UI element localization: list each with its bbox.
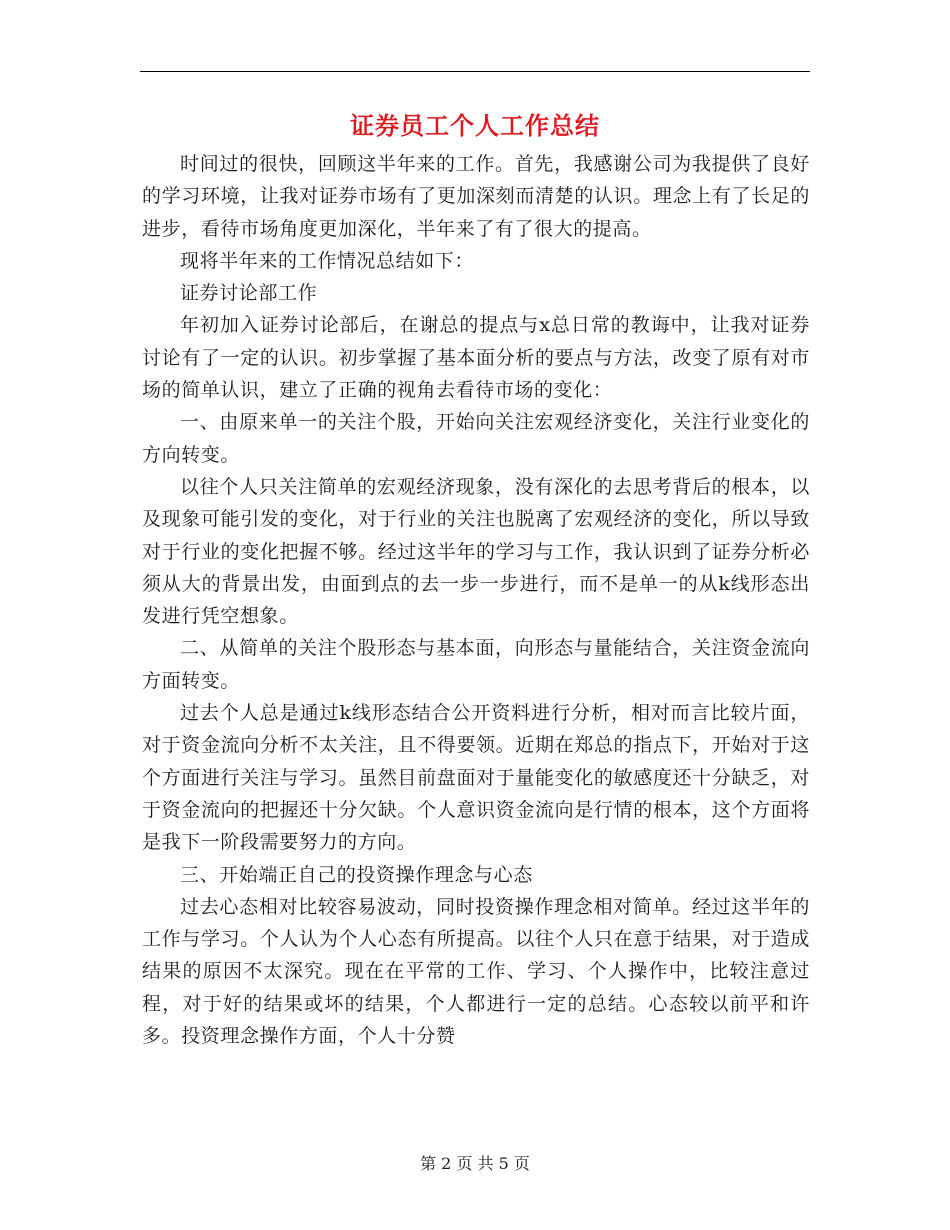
body-paragraph: 现将半年来的工作情况总结如下：: [180, 249, 475, 272]
document-body: [142, 148, 810, 1052]
page-number: 第 2 页 共 5 页: [420, 1154, 530, 1173]
body-paragraph: 年初加入证券讨论部后，在谢总的提点与x总日常的教诲中，让我对证券讨论有了一定的认识。初步掌握了基本面分析的要点与方法，改变了原有对市场的简单认识，建立了正确的视角去看待市场的变化：: [142, 314, 810, 402]
header-rule: [140, 71, 810, 72]
list-point: 一、由原来单一的关注个股，开始向关注宏观经济变化，关注行业变化的方向转变。: [142, 411, 810, 466]
document-title: 证券员工个人工作总结: [350, 111, 600, 140]
list-point: 二、从简单的关注个股形态与基本面，向形态与量能结合，关注资金流向方面转变。: [142, 637, 810, 692]
body-paragraph: 过去心态相对比较容易波动，同时投资操作理念相对简单。经过这半年的工作与学习。个人认为个人心态有所提高。以往个人只在意于结果，对于造成结果的原因不太深究。现在在平常的工作、学习、个人操作中，比较注意过程，对于好的结果或坏的结果，个人都进行一定的总结。心态较以前平和许多。投资理念操作方面，个人十分赞: [142, 895, 810, 1048]
body-paragraph: 以往个人只关注简单的宏观经济现象，没有深化的去思考背后的根本，以及现象可能引发的变化，对于行业的关注也脱离了宏观经济的变化，所以导致对于行业的变化把握不够。经过这半年的学习与工作，我认识到了证券分析必须从大的背景出发，由面到点的去一步一步进行，而不是单一的从k线形态出发进行凭空想象。: [142, 475, 810, 628]
section-heading: 证券讨论部工作: [180, 282, 318, 305]
list-point: 三、开始端正自己的投资操作理念与心态: [180, 863, 533, 886]
body-paragraph: 过去个人总是通过k线形态结合公开资料进行分析，相对而言比较片面，对于资金流向分析不太关注，且不得要领。近期在郑总的指点下，开始对于这个方面进行关注与学习。虽然目前盘面对于量能变化的敏感度还十分缺乏，对于资金流向的把握还十分欠缺。个人意识资金流向是行情的根本，这个方面将是我下一阶段需要努力的方向。: [142, 702, 810, 854]
body-paragraph: 时间过的很快，回顾这半年来的工作。首先，我感谢公司为我提供了良好的学习环境，让我对证券市场有了更加深刻而清楚的认识。理念上有了长足的进步，看待市场角度更加深化，半年来了有了很大的提高。: [142, 153, 810, 240]
